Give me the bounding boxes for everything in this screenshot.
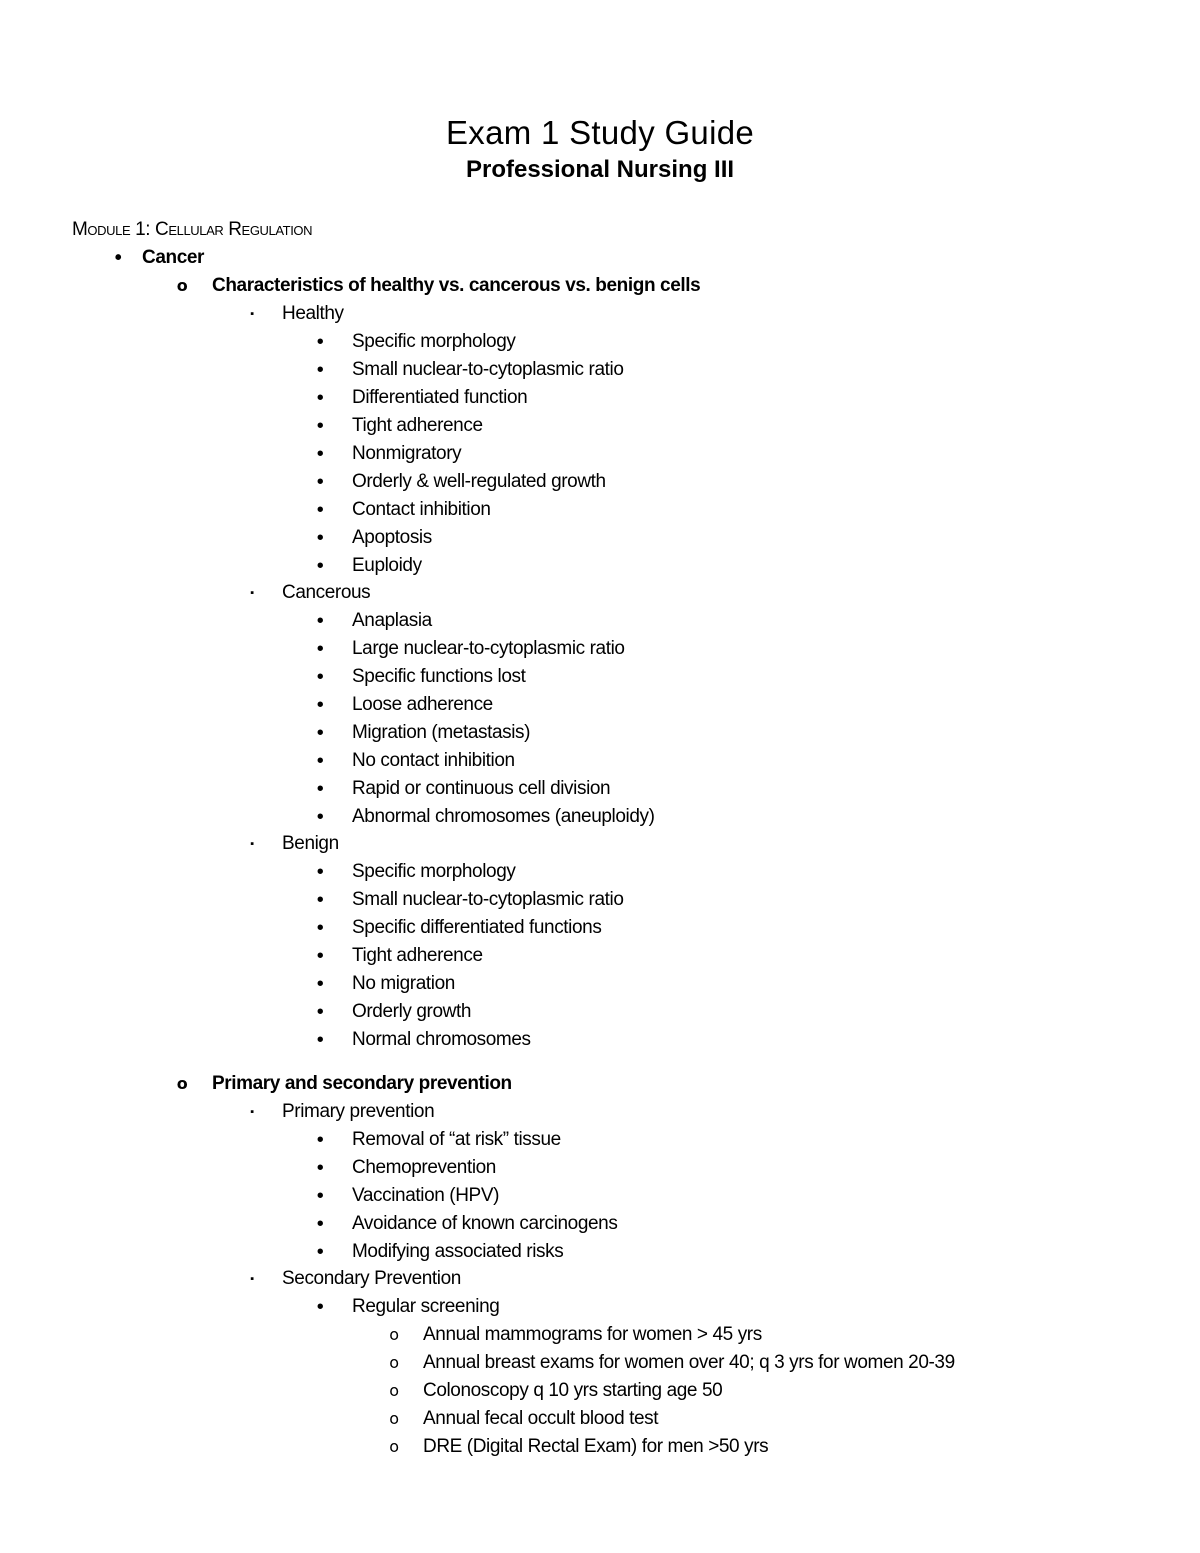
circle-bullet-icon: o	[389, 1381, 399, 1400]
bullet-icon: •	[316, 610, 324, 632]
list-item-text: Euploidy	[352, 555, 422, 576]
circle-bullet-icon: o	[389, 1409, 399, 1428]
bullet-icon: •	[316, 1296, 324, 1318]
square-bullet-icon: ▪	[250, 1273, 254, 1285]
list-item-text: Abnormal chromosomes (aneuploidy)	[352, 806, 655, 827]
list-item-text: Removal of “at risk” tissue	[352, 1129, 561, 1150]
bullet-icon: •	[316, 666, 324, 688]
bullet-icon: •	[114, 247, 122, 269]
list-item-text: Tight adherence	[352, 415, 483, 436]
bullet-icon: •	[316, 443, 324, 465]
list-item-text: Annual fecal occult blood test	[423, 1408, 659, 1429]
bullet-icon: •	[316, 471, 324, 493]
list-item-text: No migration	[352, 973, 455, 994]
outline-label: Benign	[282, 833, 339, 854]
list-item-text: DRE (Digital Rectal Exam) for men >50 yrs	[423, 1436, 769, 1457]
outline-label: Primary prevention	[282, 1101, 435, 1122]
square-bullet-icon: ▪	[250, 308, 254, 320]
bullet-icon: •	[316, 359, 324, 381]
list-item-text: Small nuclear-to-cytoplasmic ratio	[352, 889, 624, 910]
outline-label: Characteristics of healthy vs. cancerous vs. benign cells	[212, 275, 701, 296]
list-item-text: Normal chromosomes	[352, 1029, 531, 1050]
circle-bullet-icon: o	[176, 276, 188, 295]
outline-label: Cancer	[142, 247, 205, 268]
bullet-icon: •	[316, 1157, 324, 1179]
list-item-text: Modifying associated risks	[352, 1241, 564, 1262]
bullet-icon: •	[316, 722, 324, 744]
bullet-icon: •	[316, 387, 324, 409]
bullet-icon: •	[316, 555, 324, 577]
list-item-text: Differentiated function	[352, 387, 528, 408]
circle-bullet-icon: o	[389, 1353, 399, 1372]
list-item-text: Large nuclear-to-cytoplasmic ratio	[352, 638, 625, 659]
list-item-text: No contact inhibition	[352, 750, 515, 771]
list-item-text: Migration (metastasis)	[352, 722, 531, 743]
list-item-text: Avoidance of known carcinogens	[352, 1213, 618, 1234]
bullet-icon: •	[316, 499, 324, 521]
bullet-icon: •	[316, 1029, 324, 1051]
list-item-text: Orderly & well-regulated growth	[352, 471, 606, 492]
square-bullet-icon: ▪	[250, 1106, 254, 1118]
outline-label: Cancerous	[282, 582, 371, 603]
bullet-icon: •	[316, 1185, 324, 1207]
outline-label: Secondary Prevention	[282, 1268, 461, 1289]
bullet-icon: •	[316, 694, 324, 716]
page-title: Exam 1 Study Guide	[445, 114, 755, 151]
list-item-text: Specific differentiated functions	[352, 917, 602, 938]
bullet-icon: •	[316, 1213, 324, 1235]
list-item-text: Colonoscopy q 10 yrs starting age 50	[423, 1380, 723, 1401]
module-heading: Module 1: Cellular Regulation	[72, 219, 313, 240]
circle-bullet-icon: o	[389, 1325, 399, 1344]
list-item-text: Vaccination (HPV)	[352, 1185, 500, 1206]
bullet-icon: •	[316, 889, 324, 911]
list-item-text: Tight adherence	[352, 945, 483, 966]
bullet-icon: •	[316, 527, 324, 549]
outline-label: Regular screening	[352, 1296, 500, 1317]
bullet-icon: •	[316, 638, 324, 660]
bullet-icon: •	[316, 415, 324, 437]
bullet-icon: •	[316, 750, 324, 772]
bullet-icon: •	[316, 1129, 324, 1151]
bullet-icon: •	[316, 861, 324, 883]
bullet-icon: •	[316, 778, 324, 800]
list-item-text: Loose adherence	[352, 694, 493, 715]
outline-label: Primary and secondary prevention	[212, 1073, 512, 1094]
list-item-text: Chemoprevention	[352, 1157, 496, 1178]
bullet-icon: •	[316, 1001, 324, 1023]
bullet-icon: •	[316, 806, 324, 828]
list-item-text: Annual breast exams for women over 40; q 3 yrs for women 20-39	[423, 1352, 955, 1373]
bullet-icon: •	[316, 1241, 324, 1263]
list-item-text: Nonmigratory	[352, 443, 462, 464]
bullet-icon: •	[316, 331, 324, 353]
list-item-text: Annual mammograms for women > 45 yrs	[423, 1324, 762, 1345]
list-item-text: Contact inhibition	[352, 499, 491, 520]
circle-bullet-icon: o	[176, 1074, 188, 1093]
page-subtitle: Professional Nursing III	[465, 156, 735, 183]
list-item-text: Specific functions lost	[352, 666, 526, 687]
square-bullet-icon: ▪	[250, 838, 254, 850]
bullet-icon: •	[316, 945, 324, 967]
bullet-icon: •	[316, 973, 324, 995]
list-item-text: Anaplasia	[352, 610, 432, 631]
list-item-text: Specific morphology	[352, 861, 516, 882]
bullet-icon: •	[316, 917, 324, 939]
list-item-text: Specific morphology	[352, 331, 516, 352]
outline-label: Healthy	[282, 303, 344, 324]
list-item-text: Apoptosis	[352, 527, 432, 548]
square-bullet-icon: ▪	[250, 587, 254, 599]
list-item-text: Rapid or continuous cell division	[352, 778, 611, 799]
list-item-text: Small nuclear-to-cytoplasmic ratio	[352, 359, 624, 380]
list-item-text: Orderly growth	[352, 1001, 471, 1022]
circle-bullet-icon: o	[389, 1437, 399, 1456]
